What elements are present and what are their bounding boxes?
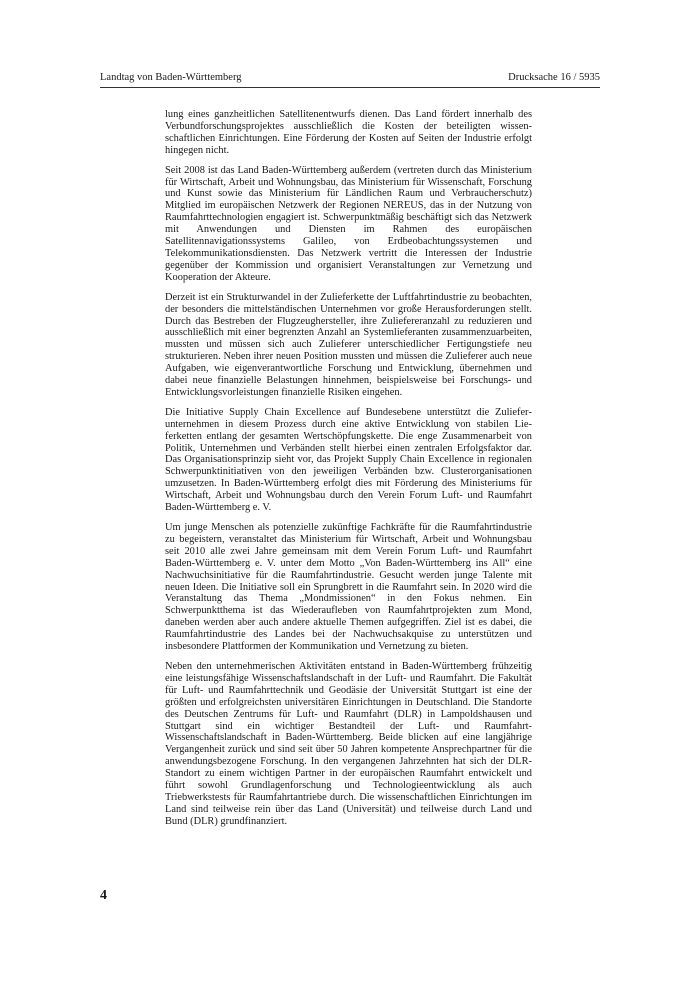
paragraph: Derzeit ist ein Strukturwandel in der Zulieferkette der Luftfahrtindustrie zu beobachten, der besonders die mittelständischen Unternehmen vor große Herausforderungen stellt. Durch das Bestreben der Flugzeughersteller, ihre Zuliefereranzahl zu reduzieren und ausschließlich mit einer begrenzten Anzahl an Systemlieferanten zusammenzuarbeiten, mussten und müssen sich auch Zulieferer unterschiedlicher Fertigungstiefe neu strukturieren. Neben ihrer neuen Position mussten und müssen die Zulieferer auch neue Aufgaben, wie eigenverantwortliche Forschung und Entwicklung, übernehmen und dabei neue finanzielle Belastungen hinnehmen, beispielsweise bei Forschungs- und Entwicklungsvorleistungen finanzielle Risiken eingehen. <box>165 291 532 398</box>
header-title: Landtag von Baden-Württemberg <box>100 72 242 83</box>
page-header <box>100 72 600 84</box>
paragraph: Neben den unternehmerischen Aktivitäten entstand in Baden-Württemberg frühzeitig eine leistungsfähige Wissenschaftslandschaft in der Luft- und Raumfahrt. Die Fakultät für Luft- und Raumfahrttechnik und Geodäsie der Universität Stuttgart ist eine der größten und erfolgreichsten universitären Einrichtungen in Deutschland. Die Standorte des Deutschen Zentrums für Luft- und Raumfahrt (DLR) in Lampoldshausen und Stuttgart sind ein wichtiger Bestandteil der Luft- und Raumfahrt-Wissenschaftslandschaft in Baden-Württemberg. Beide blicken auf eine langjährige Vergangenheit zurück und sind seit über 50 Jahren kompetente Ansprechpartner für die anwendungsbezogene Forschung. In den vergangenen Jahrzehnten hat sich der DLR-Standort zu einem wichtigen Partner in der europäischen Raumfahrt entwickelt und führt sowohl Grundlagenforschung und Technologieentwicklung als auch Triebwerkstests für Raumfahrtantriebe durch. Die wissenschaftlichen Einrichtungen im Land sind teilweise rein über das Land (Universität) und teilweise durch Land und Bund (DLR) grundfinanziert. <box>165 660 532 827</box>
body-text <box>165 109 532 836</box>
paragraph: lung eines ganzheitlichen Satellitenentwurfs dienen. Das Land fördert innerhalb des Verbundforschungsprojektes ausschließlich die Kosten der beteiligten wissenschaftlichen Einrichtungen. Eine Förderung der Kosten auf Seiten der Industrie erfolgt hingegen nicht. <box>165 109 532 156</box>
document-number: Drucksache 16 / 5935 <box>508 72 600 83</box>
paragraph: Seit 2008 ist das Land Baden-Württemberg außerdem (vertreten durch das Ministerium für Wirtschaft, Arbeit und Wohnungsbau, das Ministerium für Wissenschaft, Forschung und Kunst sowie das Ministerium für Ländlichen Raum und Verbraucherschutz) Mitglied im europäischen Netzwerk der Regionen NEREUS, das in der Nutzung von Raumfahrttechnologien engagiert ist. Schwerpunktmäßig beschäftigt sich das Netzwerk mit Anwendungen und Diensten im Rahmen des europäischen Satellitennavigationssystems Galileo, von Erdbeobachtungssystemen und Telekommunikationsdiensten. Das Netzwerk vertritt die Interessen der Industrie gegenüber der Kommission und organisiert Veranstaltungen zur Vernetzung und Kooperation der Akteure. <box>165 164 532 283</box>
page-number: 4 <box>100 888 107 903</box>
header-divider <box>100 87 600 88</box>
paragraph: Die Initiative Supply Chain Excellence auf Bundesebene unterstützt die Zulieferunternehmen in diesem Prozess durch eine aktive Entwicklung von stabilen Lieferketten entlang der gesamten Wertschöpfungskette. Die enge Zusammenarbeit von Politik, Unternehmen und Verbänden stellt hierbei einen zentralen Erfolgsfaktor dar. Das Organisationsprinzip sieht vor, das Projekt Supply Chain Excellence in regionalen Schwerpunktinitiativen von den jeweiligen Verbänden bzw. Clusterorganisationen umzusetzen. In Baden-Württemberg erfolgt dies mit Förderung des Ministeriums für Wirtschaft, Arbeit und Wohnungsbau durch den Verein Forum Luft- und Raumfahrt Baden-Württemberg e. V. <box>165 406 532 514</box>
paragraph: Um junge Menschen als potenzielle zukünftige Fachkräfte für die Raumfahrtindustrie zu begeistern, veranstaltet das Ministerium für Wirtschaft, Arbeit und Wohnungsbau seit 2010 alle zwei Jahre gemeinsam mit dem Verein Forum Luft- und Raumfahrt Baden-Württemberg e. V. unter dem Motto „Von Baden-Württemberg ins All“ eine Nachwuchsinitiative für die Raumfahrtindustrie. Gesucht werden junge Talente mit neuen Ideen. Die Initiative soll ein Sprungbrett in die Raumfahrt sein. In 2020 wird die Veranstaltung das Thema „Mondmissionen“ in den Fokus nehmen. Ein Schwerpunktthema ist das Wiederaufleben von Raumfahrtprojekten zum Mond, daneben werden aber auch andere aktuelle Themen aufgegriffen. Ziel ist es dabei, die Raumfahrtindustrie des Landes bei der Nachwuchsakquise zu unterstützen und insbesondere Plattformen der Kommunikation und Vernetzung zu bieten. <box>165 522 532 653</box>
